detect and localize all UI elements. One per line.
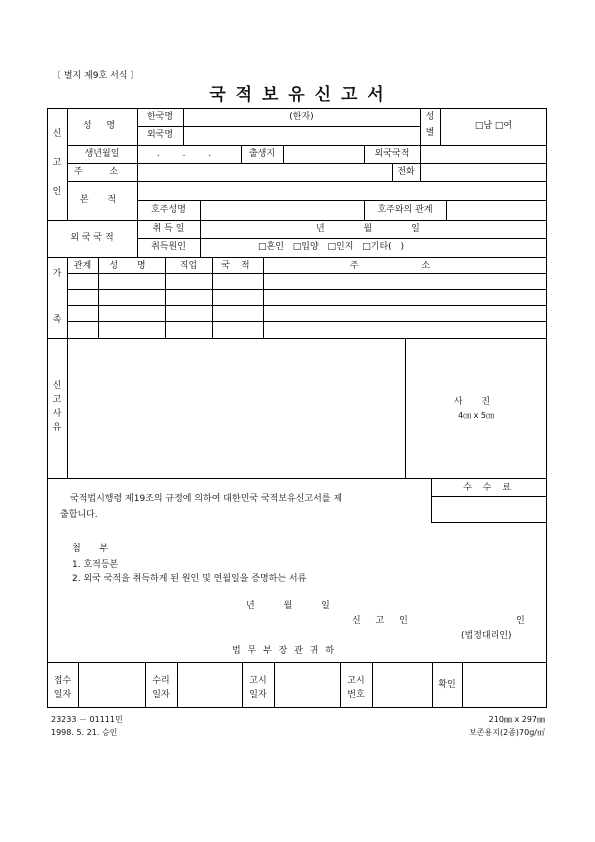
seal-mark: 인 xyxy=(516,616,525,626)
divider xyxy=(137,200,547,201)
birth-date-field[interactable]: . . . xyxy=(156,149,222,159)
household-relation-label: 호주와의 관계 xyxy=(377,205,433,215)
divider xyxy=(67,181,547,182)
divider xyxy=(67,145,547,146)
fee-label: 수 수 료 xyxy=(463,483,515,493)
divider xyxy=(137,108,138,220)
divider xyxy=(67,289,547,290)
attachment-1: 1. 호적등본 xyxy=(72,560,119,570)
korean-name-label: 한국명 xyxy=(146,112,174,122)
foreign-nationality-section-label: 외 국 국 적 xyxy=(70,233,114,243)
divider xyxy=(372,662,373,708)
birthplace-label: 출생지 xyxy=(248,149,276,159)
confirm-label: 확인 xyxy=(438,680,456,690)
reporter-section-label-3: 인 xyxy=(52,187,62,197)
paper-type: 보존용지(2종)70g/㎡ xyxy=(469,728,545,737)
notice-date-label: 고시 일자 xyxy=(249,676,267,700)
divider xyxy=(47,662,547,663)
reporter-signature-label: 신 고 인 xyxy=(352,616,414,626)
notice-number-label: 고시 번호 xyxy=(347,676,365,700)
fee-field[interactable] xyxy=(432,497,546,521)
divider xyxy=(274,662,275,708)
family-col-relation: 관계 xyxy=(73,261,92,271)
reporter-section-label-2: 고 xyxy=(52,158,62,168)
divider xyxy=(47,220,547,221)
divider xyxy=(177,662,178,708)
reason-section-label-1: 신 xyxy=(52,381,62,391)
divider xyxy=(431,522,547,523)
reason-section-label-3: 사 xyxy=(52,409,62,419)
divider xyxy=(200,200,201,220)
declaration-date[interactable]: 년 월 일 xyxy=(246,601,330,611)
acquired-date-field[interactable]: 년 월 일 xyxy=(316,224,423,234)
acquisition-reason-label: 취득원인 xyxy=(151,242,186,252)
attachment-2: 2. 외국 국적을 취득하게 된 원인 및 연월일을 증명하는 서류 xyxy=(72,574,307,584)
reason-text-area[interactable] xyxy=(68,339,404,477)
divider xyxy=(420,145,421,181)
accept-date-label: 수리 일자 xyxy=(152,676,170,700)
phone-label: 전화 xyxy=(397,167,415,177)
foreign-name-label: 외국명 xyxy=(146,130,174,140)
photo-size: 4㎝ x 5㎝ xyxy=(458,411,494,420)
family-col-job: 직업 xyxy=(179,261,198,271)
divider xyxy=(47,478,547,479)
household-head-label: 호주성명 xyxy=(151,205,186,215)
approval-date: 1998. 5. 21. 승인 xyxy=(51,728,118,737)
reason-section-label-4: 유 xyxy=(52,423,62,433)
divider xyxy=(67,273,547,274)
addressee: 법 무 부 장 관 귀 하 xyxy=(232,646,337,656)
legal-representative: (법정대리인) xyxy=(461,631,512,641)
acquired-date-label: 취 득 일 xyxy=(152,224,185,234)
family-col-name: 성 명 xyxy=(109,261,154,271)
gender-label-2: 별 xyxy=(425,128,435,138)
photo-label: 사 진 xyxy=(453,397,499,407)
foreign-nationality-label: 외국국적 xyxy=(374,149,410,159)
domicile-label: 본 적 xyxy=(79,195,125,205)
reason-section-label-2: 고 xyxy=(52,395,62,405)
address-label: 주 소 xyxy=(73,167,131,177)
birth-label: 생년월일 xyxy=(84,149,120,159)
name-label: 성 명 xyxy=(82,121,122,131)
gender-label-1: 성 xyxy=(425,112,435,122)
divider xyxy=(67,321,547,322)
family-col-nationality: 국 적 xyxy=(221,261,254,271)
page-title: 국 적 보 유 신 고 서 xyxy=(209,85,386,105)
form-reference: 〔 별지 제9호 서식 〕 xyxy=(52,71,140,81)
hanja-label: (한자) xyxy=(289,112,314,122)
attachments-title: 첨 부 xyxy=(72,544,117,554)
family-section-label-2: 족 xyxy=(52,315,62,325)
gender-options[interactable]: □남 □여 xyxy=(474,121,513,131)
divider xyxy=(47,257,547,258)
divider xyxy=(137,126,420,127)
divider xyxy=(446,200,447,220)
divider xyxy=(283,145,284,163)
form-code: 23233 － 01111민 xyxy=(51,715,123,724)
paper-size: 210㎜ x 297㎜ xyxy=(488,715,545,724)
declaration-text-line1: 국적법시행령 제19조의 규정에 의하여 대한민국 국적보유신고서를 제 xyxy=(70,494,343,504)
divider xyxy=(405,338,406,478)
divider xyxy=(67,305,547,306)
divider xyxy=(137,238,547,239)
reporter-section-label-1: 신 xyxy=(52,129,62,139)
family-col-address: 주 소 xyxy=(349,261,461,271)
divider xyxy=(67,163,547,164)
acquisition-reason-options[interactable]: □혼인 □입양 □인지 □기타( ) xyxy=(258,242,405,252)
receipt-date-label: 접수 일자 xyxy=(53,676,72,700)
declaration-text-line2: 출합니다. xyxy=(60,510,98,520)
divider xyxy=(78,662,79,708)
family-section-label-1: 가 xyxy=(52,269,62,279)
divider xyxy=(462,662,463,708)
